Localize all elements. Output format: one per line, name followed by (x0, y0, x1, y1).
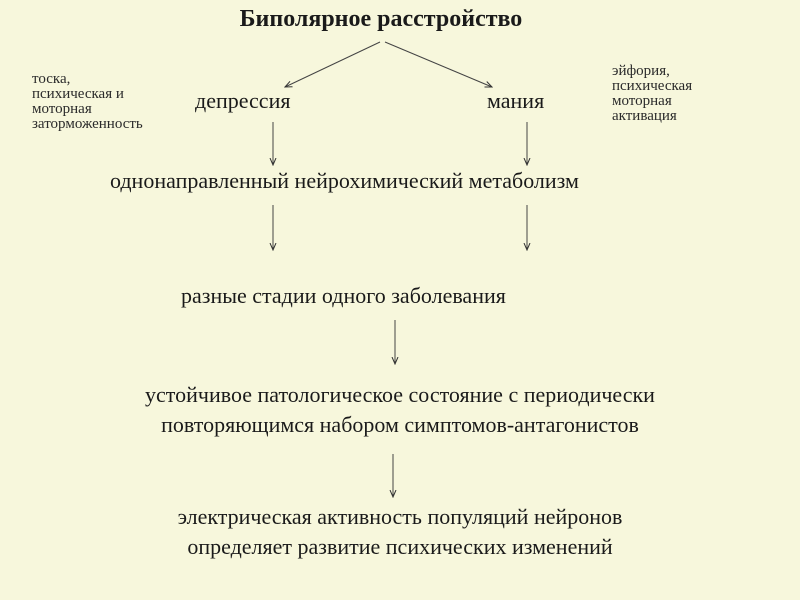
pathological-state-line2: повторяющимся набором симптомов-антагонистов (161, 412, 639, 437)
neuron-activity-line2: определяет развитие психических изменений (187, 534, 613, 559)
metabolism-node: однонаправленный нейрохимический метаболизм (110, 168, 579, 193)
pathological-state-line1: устойчивое патологическое состояние с периодически (145, 382, 655, 407)
stages-node: разные стадии одного заболевания (181, 283, 506, 308)
depression-node: депрессия (195, 88, 291, 113)
mania-node: мания (487, 88, 545, 113)
neuron-activity-line1: электрическая активность популяций нейронов (177, 504, 623, 529)
arrow-title-to-mania (385, 42, 492, 87)
mania-symptoms-note: эйфория, психическая моторная активация (612, 63, 693, 124)
depression-symptoms-note: тоска, психическая и моторная заторможенность (32, 71, 143, 132)
diagram-title: Биполярное расстройство (239, 6, 523, 32)
arrow-title-to-depression (285, 42, 380, 87)
